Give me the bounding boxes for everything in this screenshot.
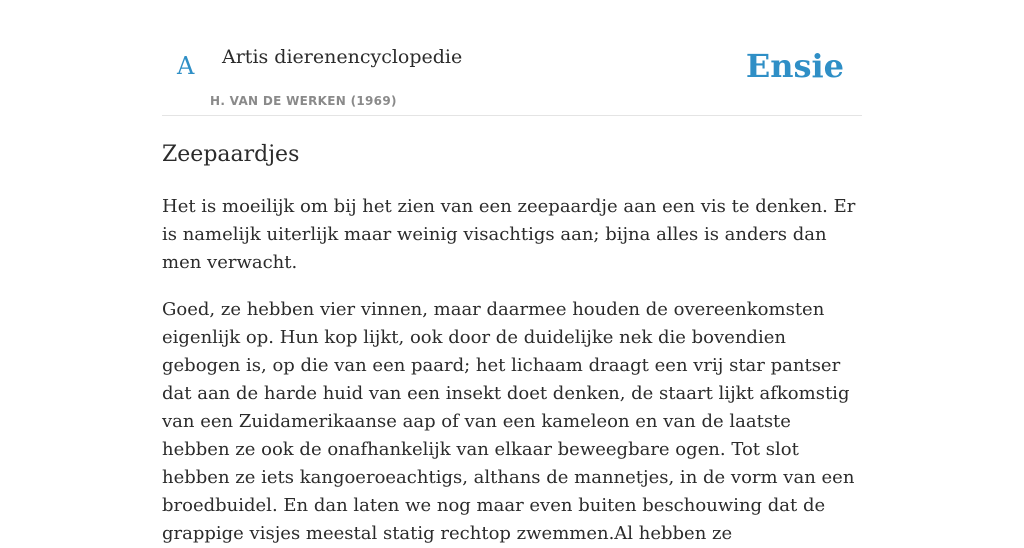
book-title-link[interactable]: Artis dierenencyclopedie: [222, 46, 463, 68]
book-author: H. VAN DE WERKEN (1969): [210, 94, 397, 108]
index-letter-link[interactable]: A: [177, 52, 195, 80]
book-header: [162, 0, 862, 116]
article-paragraph: Het is moeilijk om bij het zien van een zeepaardje aan een vis te denken. Er is namelijk uiterlijk maar weinig visachtigs aan; bijna alles is anders dan men verwacht.: [162, 195, 856, 273]
page: [162, 0, 862, 548]
article-paragraph: Goed, ze hebben vier vinnen, maar daarmee houden de overeenkomsten eigenlijk op. Hun kop lijkt, ook door de duidelijke nek die bovendien gebogen is, op die van een paard; het lichaam draagt een vrij star pantser dat aan de harde huid van een insekt doet denken, de staart lijkt afkomstig van een Zuidamerikaanse aap of van een kameleon en van de laatste hebben ze ook de onafhankelijk van elkaar beweegbare ogen. Tot slot hebben ze iets kangoeroeachtigs, althans de mannetjes, in de vorm van een broedbuidel. En dan laten we nog maar even buiten beschouwing dat de grappige visjes meestal statig rechtop zwemmen.Al hebben ze: [162, 298, 855, 544]
article-title: Zeepaardjes: [162, 142, 300, 167]
ensie-logo-link[interactable]: Ensie: [745, 47, 844, 85]
